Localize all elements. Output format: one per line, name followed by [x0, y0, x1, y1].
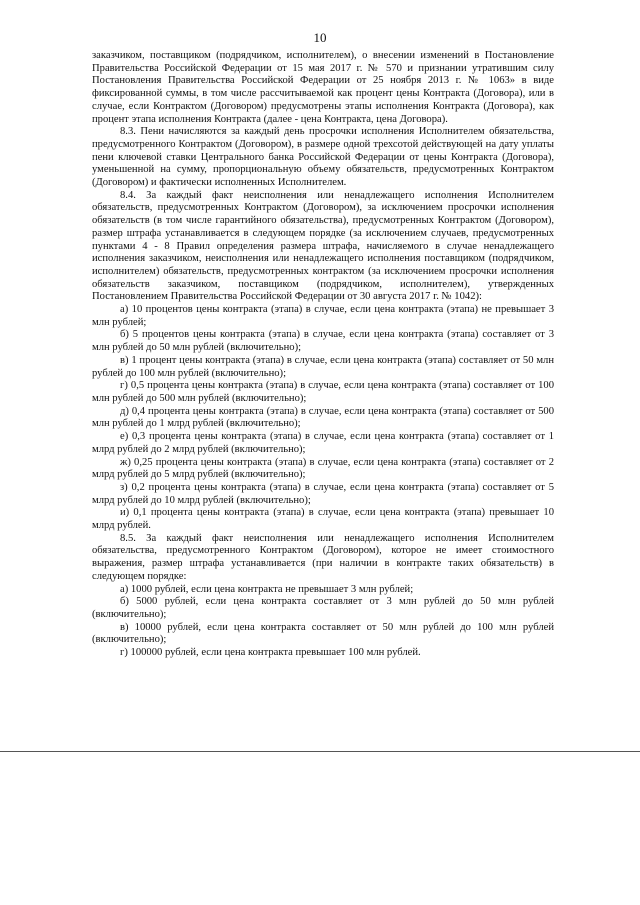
list-item-8-4-z: з) 0,2 процента цены контракта (этапа) в случае, если цена контракта (этапа) составляет от 5 млрд рублей до 10 млрд рублей (включительно);	[92, 481, 554, 506]
list-item-8-4-b: б) 5 процентов цены контракта (этапа) в случае, если цена контракта (этапа) составляет от 3 млн рублей до 50 млн рублей (включительно);	[92, 329, 554, 354]
page-divider-line	[0, 751, 640, 752]
paragraph-8-3: 8.3. Пени начисляются за каждый день просрочки исполнения Исполнителем обязательства, предусмотренного Контрактом (Договором), в размере одной трехсотой действующей на дату уплаты пени ключевой ставки Центрального банка Российской Федерации от цены Контракта (Договора), уменьшенной на сумму, пропорциональную объему обязательств, предусмотренных Контрактом (Договором) и фактически исполненных Исполнителем.	[92, 126, 554, 189]
list-item-8-4-i: и) 0,1 процента цены контракта (этапа) в случае, если цена контракта (этапа) превышает 10 млрд рублей.	[92, 507, 554, 532]
list-item-8-4-a: а) 10 процентов цены контракта (этапа) в случае, если цена контракта (этапа) не превышает 3 млн рублей;	[92, 304, 554, 328]
list-item-8-4-v: в) 1 процент цены контракта (этапа) в случае, если цена контракта (этапа) составляет от 50 млн рублей до 100 млн рублей (включительно);	[92, 354, 554, 379]
list-item-8-4-e: е) 0,3 процента цены контракта (этапа) в случае, если цена контракта (этапа) составляет от 1 млрд рублей до 2 млрд рублей (включительно);	[92, 431, 554, 455]
list-item-8-5-b: б) 5000 рублей, если цена контракта составляет от 3 млн рублей до 50 млн рублей (включительно);	[92, 596, 554, 620]
document-body	[92, 50, 554, 660]
list-item-8-5-g: г) 100000 рублей, если цена контракта превышает 100 млн рублей.	[120, 647, 421, 659]
list-item-8-5-v: в) 10000 рублей, если цена контракта составляет от 50 млн рублей до 100 млн рублей (включительно);	[92, 621, 554, 646]
list-item-8-4-d: д) 0,4 процента цены контракта (этапа) в случае, если цена контракта (этапа) составляет от 500 млн рублей до 1 млрд рублей (включительно);	[92, 405, 554, 430]
paragraph-8-5: 8.5. За каждый факт неисполнения или ненадлежащего исполнения Исполнителем обязательства, предусмотренного Контрактом (Договором), которое не имеет стоимостного выражения, размер штрафа устанавливается (при наличии в контракте таких обязательств) в следующем порядке:	[92, 532, 554, 582]
list-item-8-4-g: г) 0,5 процента цены контракта (этапа) в случае, если цена контракта (этапа) составляет от 100 млн рублей до 500 млн рублей (включительно);	[92, 380, 554, 404]
paragraph-8-4: 8.4. За каждый факт неисполнения или ненадлежащего исполнения Исполнителем обязательств, предусмотренных Контрактом (Договором), за исключением просрочки исполнения обязательств (в том числе гарантийного обязательства), предусмотренных Контрактом (Договором), размер штрафа устанавливается в следующем порядке (за исключением случаев, предусмотренных пунктами 4 - 8 Правил определения размера штрафа, начисляемого в случае ненадлежащего исполнения заказчиком, неисполнения или ненадлежащего исполнения поставщиком (подрядчиком, исполнителем) обязательств, предусмотренных контрактом (за исключением просрочки исполнения обязательств заказчиком, поставщиком (подрядчиком, исполнителем), утвержденных Постановлением Правительства Российской Федерации от 30 августа 2017 г. № 1042):	[92, 189, 554, 303]
list-item-8-5-a: а) 1000 рублей, если цена контракта не превышает 3 млн рублей;	[120, 583, 414, 595]
paragraph-continuation: заказчиком, поставщиком (подрядчиком, исполнителем), о внесении изменений в Постановление Правительства Российской Федерации от 15 мая 2017 г. № 570 и признании утратившим силу Постановления Правительства Российской Федерации от 25 ноября 2013 г. № 1063» в виде фиксированной суммы, в том числе рассчитываемой как процент цены Контракта (Договора), или в случае, если Контрактом (Договором) предусмотрены этапы исполнения Контракта (Договора), как процент этапа исполнения Контракта (далее - цена Контракта, цена Договора).	[92, 50, 554, 125]
page-number: 10	[313, 30, 327, 45]
list-item-8-4-zh: ж) 0,25 процента цены контракта (этапа) в случае, если цена контракта (этапа) составляет от 2 млрд рублей до 5 млрд рублей (включительно);	[92, 456, 554, 481]
